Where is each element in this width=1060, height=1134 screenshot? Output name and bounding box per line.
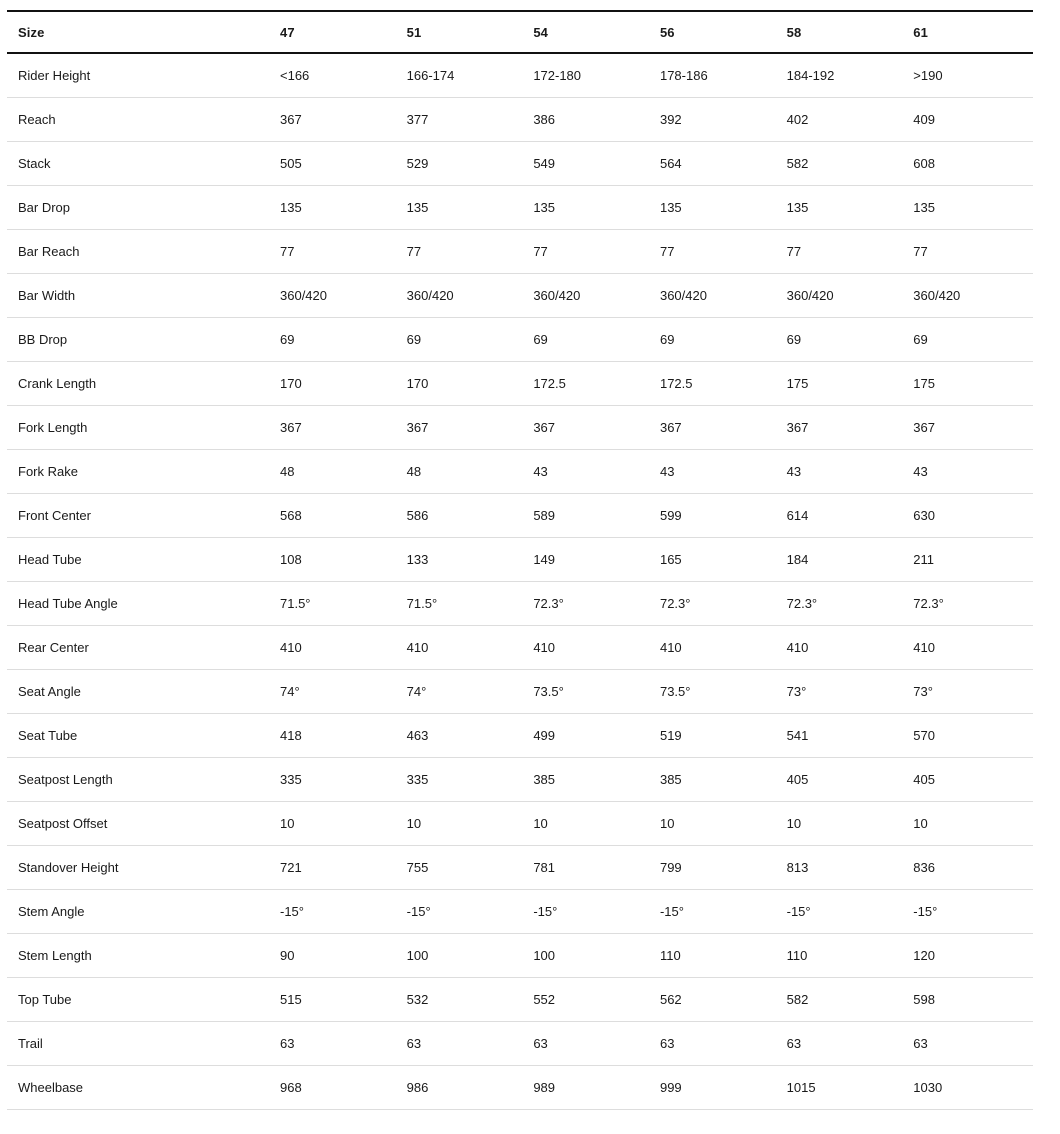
- table-body: [7, 53, 1033, 1110]
- cell-value: 172.5: [653, 362, 780, 406]
- cell-value: 166-174: [400, 53, 527, 98]
- cell-value: 608: [906, 142, 1033, 186]
- table-row: [7, 890, 1033, 934]
- cell-value: <166: [273, 53, 400, 98]
- cell-value: >190: [906, 53, 1033, 98]
- cell-value: 564: [653, 142, 780, 186]
- cell-value: 90: [273, 934, 400, 978]
- cell-value: 184-192: [780, 53, 907, 98]
- cell-value: 170: [273, 362, 400, 406]
- cell-value: 43: [780, 450, 907, 494]
- table-row: [7, 186, 1033, 230]
- table-row: [7, 494, 1033, 538]
- cell-value: 599: [653, 494, 780, 538]
- table-row: [7, 670, 1033, 714]
- row-label: Seat Angle: [7, 670, 273, 714]
- table-row: [7, 318, 1033, 362]
- row-label: Crank Length: [7, 362, 273, 406]
- cell-value: 135: [653, 186, 780, 230]
- cell-value: 386: [526, 98, 653, 142]
- cell-value: 367: [653, 406, 780, 450]
- cell-value: 570: [906, 714, 1033, 758]
- table-row: [7, 98, 1033, 142]
- cell-value: 48: [400, 450, 527, 494]
- cell-value: 367: [526, 406, 653, 450]
- cell-value: 836: [906, 846, 1033, 890]
- cell-value: 172-180: [526, 53, 653, 98]
- row-label: Fork Rake: [7, 450, 273, 494]
- table-row: [7, 1066, 1033, 1110]
- cell-value: 77: [273, 230, 400, 274]
- cell-value: 74°: [400, 670, 527, 714]
- cell-value: 360/420: [653, 274, 780, 318]
- cell-value: 63: [526, 1022, 653, 1066]
- cell-value: 529: [400, 142, 527, 186]
- cell-value: 367: [273, 406, 400, 450]
- size-value-header: 47: [273, 11, 400, 53]
- cell-value: 505: [273, 142, 400, 186]
- cell-value: 813: [780, 846, 907, 890]
- cell-value: 360/420: [400, 274, 527, 318]
- cell-value: 110: [653, 934, 780, 978]
- cell-value: 120: [906, 934, 1033, 978]
- cell-value: 519: [653, 714, 780, 758]
- cell-value: 410: [780, 626, 907, 670]
- cell-value: 10: [906, 802, 1033, 846]
- cell-value: 968: [273, 1066, 400, 1110]
- cell-value: 72.3°: [653, 582, 780, 626]
- cell-value: 48: [273, 450, 400, 494]
- cell-value: 69: [273, 318, 400, 362]
- cell-value: 549: [526, 142, 653, 186]
- cell-value: -15°: [400, 890, 527, 934]
- cell-value: 10: [780, 802, 907, 846]
- cell-value: 77: [526, 230, 653, 274]
- cell-value: 367: [906, 406, 1033, 450]
- row-label: Fork Length: [7, 406, 273, 450]
- row-label: Bar Width: [7, 274, 273, 318]
- cell-value: 100: [526, 934, 653, 978]
- cell-value: 135: [273, 186, 400, 230]
- row-label: BB Drop: [7, 318, 273, 362]
- cell-value: 172.5: [526, 362, 653, 406]
- header-row: [7, 11, 1033, 53]
- cell-value: 211: [906, 538, 1033, 582]
- cell-value: 367: [400, 406, 527, 450]
- cell-value: 335: [400, 758, 527, 802]
- cell-value: 178-186: [653, 53, 780, 98]
- cell-value: -15°: [526, 890, 653, 934]
- cell-value: 10: [653, 802, 780, 846]
- cell-value: 100: [400, 934, 527, 978]
- cell-value: 63: [780, 1022, 907, 1066]
- size-value-header: 54: [526, 11, 653, 53]
- cell-value: 582: [780, 978, 907, 1022]
- geometry-table: [7, 10, 1033, 1110]
- size-value-header: 51: [400, 11, 527, 53]
- table-row: [7, 362, 1033, 406]
- cell-value: 385: [653, 758, 780, 802]
- cell-value: 10: [526, 802, 653, 846]
- cell-value: 63: [653, 1022, 780, 1066]
- row-label: Stack: [7, 142, 273, 186]
- cell-value: 410: [906, 626, 1033, 670]
- cell-value: 69: [400, 318, 527, 362]
- cell-value: 410: [273, 626, 400, 670]
- cell-value: 410: [653, 626, 780, 670]
- cell-value: 755: [400, 846, 527, 890]
- cell-value: 165: [653, 538, 780, 582]
- cell-value: 989: [526, 1066, 653, 1110]
- cell-value: 562: [653, 978, 780, 1022]
- cell-value: 405: [906, 758, 1033, 802]
- cell-value: 43: [526, 450, 653, 494]
- table-row: [7, 53, 1033, 98]
- cell-value: 72.3°: [906, 582, 1033, 626]
- row-label: Head Tube Angle: [7, 582, 273, 626]
- cell-value: 184: [780, 538, 907, 582]
- row-label: Bar Drop: [7, 186, 273, 230]
- cell-value: 515: [273, 978, 400, 1022]
- cell-value: 135: [906, 186, 1033, 230]
- cell-value: 71.5°: [400, 582, 527, 626]
- row-label: Head Tube: [7, 538, 273, 582]
- size-value-header: 56: [653, 11, 780, 53]
- cell-value: 1015: [780, 1066, 907, 1110]
- cell-value: 598: [906, 978, 1033, 1022]
- cell-value: 410: [400, 626, 527, 670]
- cell-value: 402: [780, 98, 907, 142]
- cell-value: 72.3°: [780, 582, 907, 626]
- table-row: [7, 1022, 1033, 1066]
- cell-value: 10: [273, 802, 400, 846]
- cell-value: 135: [400, 186, 527, 230]
- cell-value: 377: [400, 98, 527, 142]
- cell-value: 360/420: [273, 274, 400, 318]
- cell-value: 385: [526, 758, 653, 802]
- cell-value: 72.3°: [526, 582, 653, 626]
- cell-value: 135: [526, 186, 653, 230]
- cell-value: 149: [526, 538, 653, 582]
- cell-value: 586: [400, 494, 527, 538]
- cell-value: 10: [400, 802, 527, 846]
- row-label: Top Tube: [7, 978, 273, 1022]
- cell-value: 69: [653, 318, 780, 362]
- table-row: [7, 406, 1033, 450]
- table-row: [7, 274, 1033, 318]
- cell-value: 367: [273, 98, 400, 142]
- table-row: [7, 626, 1033, 670]
- cell-value: 175: [780, 362, 907, 406]
- cell-value: 367: [780, 406, 907, 450]
- table-row: [7, 758, 1033, 802]
- table-row: [7, 978, 1033, 1022]
- cell-value: 1030: [906, 1066, 1033, 1110]
- cell-value: 43: [906, 450, 1033, 494]
- cell-value: 63: [273, 1022, 400, 1066]
- cell-value: 77: [653, 230, 780, 274]
- row-label: Rider Height: [7, 53, 273, 98]
- row-label: Reach: [7, 98, 273, 142]
- row-label: Bar Reach: [7, 230, 273, 274]
- cell-value: 630: [906, 494, 1033, 538]
- row-label: Trail: [7, 1022, 273, 1066]
- cell-value: 721: [273, 846, 400, 890]
- cell-value: 71.5°: [273, 582, 400, 626]
- table-row: [7, 582, 1033, 626]
- cell-value: 614: [780, 494, 907, 538]
- cell-value: 110: [780, 934, 907, 978]
- table-header: [7, 11, 1033, 53]
- cell-value: 360/420: [780, 274, 907, 318]
- table-row: [7, 142, 1033, 186]
- table-row: [7, 934, 1033, 978]
- table-row: [7, 846, 1033, 890]
- cell-value: -15°: [653, 890, 780, 934]
- cell-value: 69: [906, 318, 1033, 362]
- cell-value: 360/420: [906, 274, 1033, 318]
- cell-value: 73.5°: [653, 670, 780, 714]
- row-label: Seatpost Offset: [7, 802, 273, 846]
- cell-value: 108: [273, 538, 400, 582]
- cell-value: 170: [400, 362, 527, 406]
- cell-value: 405: [780, 758, 907, 802]
- cell-value: -15°: [780, 890, 907, 934]
- cell-value: 73.5°: [526, 670, 653, 714]
- table-row: [7, 450, 1033, 494]
- cell-value: 410: [526, 626, 653, 670]
- cell-value: 63: [906, 1022, 1033, 1066]
- size-column-header: Size: [7, 11, 273, 53]
- cell-value: 74°: [273, 670, 400, 714]
- cell-value: 77: [400, 230, 527, 274]
- cell-value: 499: [526, 714, 653, 758]
- cell-value: -15°: [273, 890, 400, 934]
- row-label: Seat Tube: [7, 714, 273, 758]
- cell-value: 43: [653, 450, 780, 494]
- row-label: Wheelbase: [7, 1066, 273, 1110]
- cell-value: 63: [400, 1022, 527, 1066]
- cell-value: 360/420: [526, 274, 653, 318]
- cell-value: 73°: [780, 670, 907, 714]
- cell-value: 135: [780, 186, 907, 230]
- row-label: Standover Height: [7, 846, 273, 890]
- table-row: [7, 230, 1033, 274]
- table-row: [7, 802, 1033, 846]
- cell-value: 781: [526, 846, 653, 890]
- cell-value: 799: [653, 846, 780, 890]
- cell-value: 582: [780, 142, 907, 186]
- cell-value: 77: [906, 230, 1033, 274]
- cell-value: 77: [780, 230, 907, 274]
- cell-value: 418: [273, 714, 400, 758]
- cell-value: 463: [400, 714, 527, 758]
- cell-value: 175: [906, 362, 1033, 406]
- cell-value: 552: [526, 978, 653, 1022]
- row-label: Front Center: [7, 494, 273, 538]
- cell-value: 392: [653, 98, 780, 142]
- row-label: Stem Length: [7, 934, 273, 978]
- cell-value: 589: [526, 494, 653, 538]
- cell-value: 69: [780, 318, 907, 362]
- cell-value: 133: [400, 538, 527, 582]
- cell-value: 73°: [906, 670, 1033, 714]
- cell-value: 69: [526, 318, 653, 362]
- cell-value: 999: [653, 1066, 780, 1110]
- cell-value: -15°: [906, 890, 1033, 934]
- row-label: Seatpost Length: [7, 758, 273, 802]
- cell-value: 986: [400, 1066, 527, 1110]
- cell-value: 409: [906, 98, 1033, 142]
- row-label: Stem Angle: [7, 890, 273, 934]
- row-label: Rear Center: [7, 626, 273, 670]
- cell-value: 541: [780, 714, 907, 758]
- cell-value: 335: [273, 758, 400, 802]
- cell-value: 568: [273, 494, 400, 538]
- cell-value: 532: [400, 978, 527, 1022]
- size-value-header: 58: [780, 11, 907, 53]
- table-row: [7, 714, 1033, 758]
- table-row: [7, 538, 1033, 582]
- size-value-header: 61: [906, 11, 1033, 53]
